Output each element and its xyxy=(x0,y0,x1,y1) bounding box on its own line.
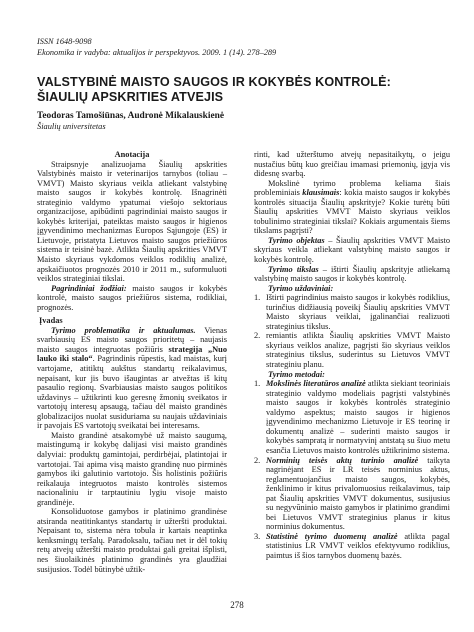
keywords-text: maisto saugos ir kokybės kontrolė, maisto saugos priežiūros sistema, rodikliai, prognozės. xyxy=(37,283,227,312)
problem-part-b: : kokia maisto saugos ir kokybės kontrolės situacija Šiaulių apskrityje? Kokie turėtų būti Šiaulių apskrities VMVT Maisto skyriaus veiklos tobulinimo strateginiai tikslai? Kokiais argumentais šiems tikslams pagrįsti? xyxy=(254,188,450,236)
strategy-name: strategija „Nuo lauko iki stalo“ xyxy=(37,344,227,364)
issn: ISSN 1648-9098 xyxy=(37,37,92,46)
method-item: 3. Statistinė tyrimo duomenų analizė atlikta pagal statistinius LR VMVT veiklos efektyvumo rodiklius, paimtus iš šios tarnybos duomenų bazės. xyxy=(254,531,451,560)
relevance-label: Tyrimo problematika ir aktualumas. xyxy=(51,325,196,335)
task-item: 2. remiantis atlikta Šiaulių apskrities VMVT Maisto skyriaus veiklos analize, pagrįsti šio skyriaus veiklos strateginius tikslus, suderintus su Lietuvos VMVT strateginiu planu. xyxy=(254,331,450,370)
goal-text: – ištirti Šiaulių apskrityje atliekamą valstybinę maisto saugos ir kokybės kontrolę. xyxy=(254,264,450,284)
authors: Teodoras Tamošiūnas, Audronė Mikalauskienė xyxy=(37,111,225,121)
object-paragraph xyxy=(254,236,450,265)
task-text-1: Ištirti pagrindinius maisto saugos ir kokybės rodiklius, turinčius didžiausią poveikį Šiaulių apskrities VMVT Maisto skyriaus veiklai, įgalinančiai realizuoti strateginius tikslus. xyxy=(266,293,450,331)
intro-p1-part-b: . Pagrindinis rūpestis, kad maistas, kurį vartojame, atitiktų aukštus standartų reikalavimus, nepaisant, kur jis buvo išaugintas ar atvežtas iš kitų pasaulio regionų. Svarbiausias maisto saugos politikos uždavinys – užtikrinti kuo geresnę žmonių sveikatos ir vartotojų interesų apsaugą, tačiau dėl maisto grandinės globalizacijos nuolat susiduriama su naujais uždaviniais ir pavojais ES vartotojų sveikatai bei interesams. xyxy=(37,354,227,431)
goal-label: Tyrimo tikslas xyxy=(268,264,319,274)
keywords-label: Pagrindiniai žodžiai: xyxy=(51,283,127,293)
problem-part-a: Mokslinė tyrimo problema keliama šiais probleminiais xyxy=(254,178,450,198)
title-line-2: ŠIAULIŲ APSKRITIES ATVEJIS xyxy=(37,90,224,104)
problem-paragraph xyxy=(254,179,450,236)
keywords xyxy=(37,284,227,313)
method-text-3: atlikta pagal statistinius LR VMVT veiklos efektyvumo rodiklius, paimtus iš šios tarnybos duomenų bazės. xyxy=(266,531,451,560)
method-item: 2. Norminių teisės aktų turinio analizė taikyta nagrinėjant ES ir LR teisės norminius aktus, reglamentuojančius maisto saugos, kokybės, ženklinimo ir kitus privalomuosius reikalavimus, taip pat Šiaulių apskrities VMVT dokumentus, susijusius su negyvūninio maisto gamybos ir platinimo grandimi bei Lietuvos VMVT strateginius planus ir kitus norminius dokumentus. xyxy=(254,455,450,532)
page-number: 278 xyxy=(230,600,244,610)
intro-p1-part-a: Vienas svarbiausių ES maisto saugos prioritetų – naujasis maisto saugos integruotas požiūris xyxy=(37,325,227,354)
methods-label: Tyrimo metodai: xyxy=(268,369,325,379)
goal-paragraph xyxy=(254,265,450,284)
journal-citation: Ekonomika ir vadyba: aktualijos ir perspektyvos. 2009. 1 (14). 278–289 xyxy=(37,48,277,57)
left-column xyxy=(37,150,227,574)
intro-paragraph-3: Konsoliduotose gamybos ir platinimo grandinėse atsiranda neatitinkantys standartų ir užteršti produktai. Nepaisant to, sistema nėra tobula ir kartais neaptinka kenksmingų teršalų. Paradoksalu, tačiau net ir dėl tokių retų atvejų užteršti maisto produktai gali greitai išplisti, nes šiuolaikinės platinimo grandinės yra glaudžiai susijusios. Todėl būtinybė užtik- xyxy=(37,507,227,574)
method-label-1: Mokslinės literatūros analizė xyxy=(266,379,366,389)
right-paragraph-continued: rinti, kad užterštumo atvejų nepasitaikytų, o jeigu nustačius būtų kuo greičiau imamasi priemonių, įgyja vis didesnę svarbą. xyxy=(254,150,450,179)
affiliation: Šiaulių universitetas xyxy=(37,122,106,131)
method-label-2: Norminių teisės aktų turinio analizė xyxy=(266,455,419,465)
task-text-2: remiantis atlikta Šiaulių apskrities VMVT Maisto skyriaus veiklos analize, pagrįsti šio skyriaus veiklos strateginius tikslus, suderintus su Lietuvos VMVT strateginiu planu. xyxy=(266,331,450,370)
task-item: 1. Ištirti pagrindinius maisto saugos ir kokybės rodiklius, turinčius didžiausią poveikį Šiaulių apskrities VMVT Maisto skyriaus veiklai, įgalinančiai realizuoti strateginius tikslus. xyxy=(254,293,450,331)
object-label: Tyrimo objektas xyxy=(268,235,325,245)
paper-title xyxy=(37,75,457,105)
intro-heading: Įvadas xyxy=(39,316,63,326)
intro-paragraph-2: Maisto grandinė atsakomybė už maisto saugumą, maistingumą ir kokybę dalijasi visi maisto grandinės dalyviai: produktų gamintojai, perdirbėjai, platintojai ir vartotojai. Tai apima visą maisto grandinę nuo pirminės gamybos iki galutinio vartotojo. Šis holistinis požiūris reikalauja integruotos maisto kontrolės sistemos nacionaliniu ir tarptautiniu lygiu visoje maisto grandinėje. xyxy=(37,430,227,507)
right-column xyxy=(254,150,450,561)
questions-label: klausimais xyxy=(302,188,340,198)
object-text: – Šiaulių apskrities VMVT Maisto skyriaus veikla atliekant valstybinę maisto saugos ir kokybės kontrolę. xyxy=(254,235,450,265)
journal-header xyxy=(37,36,457,58)
intro-paragraph-1 xyxy=(37,326,227,431)
method-text-1: atlikta siekiant teoriniais strateginio valdymo modeliais pagrįsti valstybinės maisto saugos ir kokybės kontrolės strateginio valdymo aspektus; maisto saugos ir higienos įgyvendinimo mechanizmo Lietuvoje ir ES teorinę ir dokumentų analizė – suderinti maisto saugos ir kokybės sampratą ir normatyvinį antstatą su šiuo metu esančia Lietuvos maisto kontrolės užtikrinimo sistema. xyxy=(266,379,450,455)
method-item: 1. Mokslinės literatūros analizė atlikta siekiant teoriniais strateginio valdymo modeliais pagrįsti valstybinės maisto saugos ir kokybės kontrolės strateginio valdymo aspektus; maisto saugos ir higienos įgyvendinimo mechanizmo Lietuvoje ir ES teorinę ir dokumentų analizė – suderinti maisto saugos ir kokybės sampratą ir normatyvinį antstatą su šiuo metu esančia Lietuvos maisto kontrolės užtikrinimo sistema. xyxy=(254,379,450,455)
method-label-3: Statistinė tyrimo duomenų analizė xyxy=(266,531,398,541)
abstract-text: Straipsnyje analizuojama Šiaulių apskrities Valstybinės maisto ir veterinarijos tarnybos (toliau – VMVT) Maisto skyriaus veikla atliekant valstybinę maisto saugos ir kokybės kontrolę. Išnagrinėti strateginio valdymo ypatumai viešojo sektoriaus organizacijose, apibūdinti pagrindiniai maisto saugos ir kokybės kriterijai, pateiktas maisto saugos ir higienos įgyvendinimo mechanizmas Europos Sąjungoje (ES) ir Lietuvoje, pristatyta Lietuvos maisto saugos priežiūros sistema ir teisinė bazė. Atlikta Šiaulių apskrities VMVT Maisto skyriaus vykdomos veiklos rodiklių analizė, apskaičiuotos prognozės 2010 ir 2011 m., suformuluoti veiklos strateginiai tikslai. xyxy=(37,159,227,284)
abstract-heading: Anotacija xyxy=(114,150,150,159)
method-text-2: taikyta nagrinėjant ES ir LR teisės norminius aktus, reglamentuojančius maisto saugos, kokybės, ženklinimo ir kitus privalomuosius reikalavimus, taip pat Šiaulių apskrities VMVT dokumentus, susijusius su negyvūninio maisto gamybos ir platinimo grandimi bei Lietuvos VMVT strateginius planus ir kitus norminius dokumentus. xyxy=(266,455,450,532)
tasks-label: Tyrimo uždaviniai: xyxy=(268,283,334,293)
title-line-1: VALSTYBINĖ MAISTO SAUGOS IR KOKYBĖS KONTROLĖ: xyxy=(37,75,391,89)
